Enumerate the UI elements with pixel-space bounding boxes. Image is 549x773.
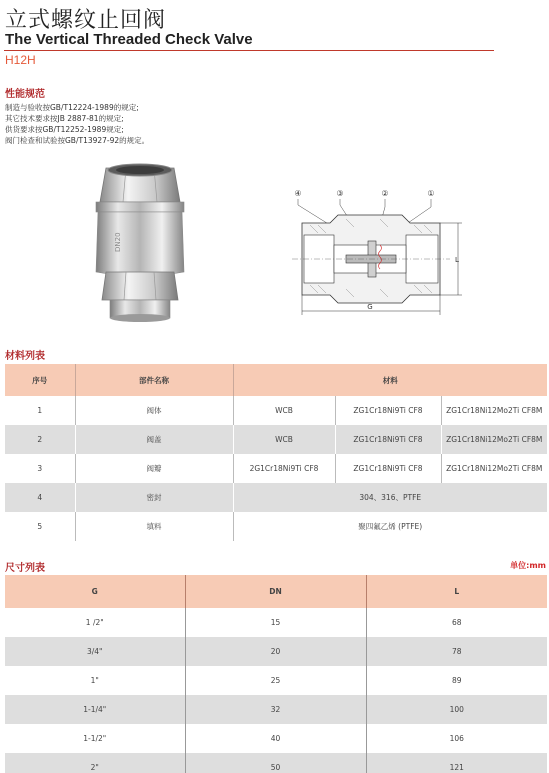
table-row [5,483,547,512]
model-number: H12H [5,53,36,67]
cell-l: 100 [366,695,547,724]
cell-g: 1 /2" [85,618,104,627]
cell-part: 阀体 [75,396,233,425]
spec-line: 阀门检查和试验按GB/T13927-92的规定。 [5,136,150,145]
cell-material: ZG1Cr18Ni9Ti CF8 [335,454,441,483]
cell-no: 2 [5,425,75,454]
table-row [5,637,547,666]
cell-material: ZG1Cr18Ni9Ti CF8 [335,425,441,454]
spec-line: 其它技术要求按JB 2887-81的规定; [5,114,124,123]
table-row [5,454,547,483]
spec-line: 制造与验收按GB/T12224-1989的规定; [5,103,139,112]
cell-g: 3/4" [5,637,185,666]
table-row [5,695,547,724]
cell-l: 106 [366,724,547,753]
callout-1: ① [427,189,435,198]
unit-label: 单位:mm [510,561,546,570]
cell-dn: 15 [185,608,366,637]
valve-section-diagram [290,183,470,321]
materials-table [5,364,547,541]
dim-g-label: G [367,303,373,311]
cell-dn: 40 [185,724,366,753]
page-title-cn: 立式螺纹止回阀 [5,8,167,33]
cell-part: 阀盖 [75,425,233,454]
cell-material: 聚四氟乙烯 (PTFE) [233,512,547,541]
cell-material: ZG1Cr18Ni9Ti CF8 [335,396,441,425]
col-header-no: 序号 [5,364,75,396]
spec-line: 供货要求按GB/T12252-1989规定; [5,125,124,134]
cell-no: 4 [5,483,75,512]
cell-no: 3 [37,464,43,473]
cell-material: WCB [233,396,335,425]
materials-header-row [5,364,547,396]
col-header-part: 部件名称 [75,364,233,396]
cell-material: ZG1Cr18Ni12Mo2Ti CF8M [441,425,547,454]
page-title-en: The Vertical Threaded Check Valve [5,31,253,48]
cell-g: 1-1/4" [5,695,185,724]
table-row [5,724,547,753]
dim-l-label: L [455,256,459,264]
cell-l: 78 [366,637,547,666]
materials-title: 材料列表 [5,351,45,362]
title-divider [4,50,494,51]
col-header-l: L [366,575,547,608]
table-row [5,666,547,695]
cell-l: 121 [366,753,547,773]
cell-dn: 32 [185,695,366,724]
cell-g: 1" [90,676,99,685]
cell-part: 密封 [75,483,233,512]
cell-part: 填料 [75,512,233,541]
cell-material: 2G1Cr18Ni9Ti CF8 [233,454,335,483]
cell-dn: 20 [185,637,366,666]
cell-no: 1 [37,406,43,415]
dimensions-title: 尺寸列表 [5,563,45,574]
dimensions-header-row [5,575,547,608]
col-header-g: G [5,575,185,608]
cell-material: WCB [233,425,335,454]
cell-l: 68 [366,608,547,637]
specs-list [5,102,149,146]
cell-part: 阀瓣 [75,454,233,483]
cell-l: 89 [366,666,547,695]
cell-material: 304、316、PTFE [233,483,547,512]
callout-4: ④ [294,189,302,198]
cell-material: ZG1Cr18Ni12Mo2Ti CF8M [441,396,547,425]
table-row [5,608,547,637]
cell-g: 1-1/2" [83,734,107,743]
callout-2: ② [381,189,389,198]
table-row [5,753,547,773]
cell-g: 2" [5,753,185,773]
table-row [5,512,547,541]
col-header-dn: DN [185,575,366,608]
dimensions-table [5,575,547,773]
valve-photo [90,160,190,325]
cell-dn: 50 [185,753,366,773]
col-header-material: 材料 [233,364,547,396]
cell-dn: 25 [185,666,366,695]
svg-text:DN20: DN20 [114,232,122,252]
callout-3: ③ [336,189,344,198]
table-row [5,396,547,425]
cell-material: ZG1Cr18Ni12Mo2Ti CF8M [441,454,547,483]
cell-no: 5 [37,522,43,531]
specs-title: 性能规范 [5,89,45,100]
table-row [5,425,547,454]
